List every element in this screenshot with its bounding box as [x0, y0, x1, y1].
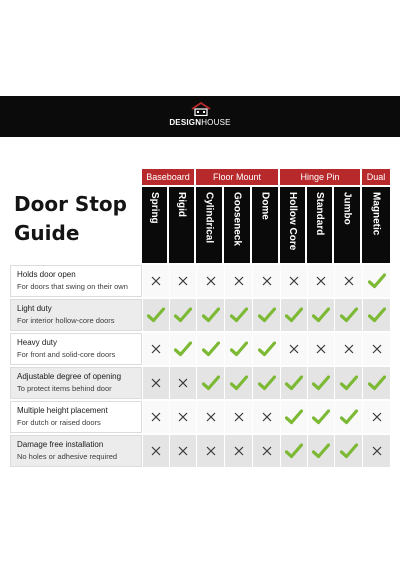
table-cell — [307, 367, 334, 399]
table-row — [10, 333, 390, 365]
table-cell — [252, 299, 280, 331]
column-header-spring — [142, 187, 167, 263]
table-cell — [334, 435, 362, 467]
comparison-table — [10, 265, 390, 467]
table-cell — [169, 299, 196, 331]
check-icon — [230, 308, 248, 323]
table-cell — [334, 265, 362, 297]
table-cell — [362, 367, 390, 399]
check-icon — [312, 376, 330, 391]
x-icon — [372, 412, 382, 422]
column-label: Jumbo — [341, 192, 353, 225]
feature-description: To protect items behind door — [17, 384, 112, 393]
table-cell — [280, 367, 307, 399]
x-icon — [234, 412, 244, 422]
table-cell — [307, 401, 334, 433]
check-icon — [340, 410, 358, 425]
column-header-magnetic — [362, 187, 390, 263]
table-cell — [196, 333, 224, 365]
x-icon — [151, 344, 161, 354]
x-icon — [372, 344, 382, 354]
title-line-2: Guide — [14, 221, 80, 245]
column-header-rigid — [169, 187, 194, 263]
group-header-floor-mount: Floor Mount — [196, 169, 278, 185]
page-title — [14, 190, 144, 248]
title-line-1: Door Stop — [14, 192, 127, 216]
check-icon — [312, 444, 330, 459]
check-icon — [368, 274, 386, 289]
table-cell — [196, 401, 224, 433]
table-cell — [196, 299, 224, 331]
check-icon — [312, 410, 330, 425]
table-cell — [280, 401, 307, 433]
check-icon — [230, 342, 248, 357]
x-icon — [178, 378, 188, 388]
x-icon — [178, 446, 188, 456]
x-icon — [344, 276, 354, 286]
check-icon — [285, 376, 303, 391]
table-cell — [280, 265, 307, 297]
check-icon — [340, 308, 358, 323]
table-cell — [224, 435, 252, 467]
table-cell — [224, 299, 252, 331]
table-cell — [362, 299, 390, 331]
row-label — [10, 299, 142, 331]
column-label: Hollow Core — [287, 192, 298, 251]
table-cell — [307, 265, 334, 297]
x-icon — [151, 446, 161, 456]
x-icon — [316, 276, 326, 286]
table-cell — [224, 265, 252, 297]
table-row — [10, 367, 390, 399]
table-cell — [224, 333, 252, 365]
table-cell — [307, 333, 334, 365]
x-icon — [289, 276, 299, 286]
group-header-baseboard: Baseboard — [142, 169, 194, 185]
row-label — [10, 333, 142, 365]
table-cell — [224, 367, 252, 399]
x-icon — [289, 344, 299, 354]
x-icon — [151, 378, 161, 388]
table-cell — [142, 299, 169, 331]
table-cell — [334, 367, 362, 399]
table-cell — [169, 435, 196, 467]
column-header-cylindrical — [196, 187, 222, 263]
row-label — [10, 367, 142, 399]
table-cell — [169, 265, 196, 297]
table-row — [10, 435, 390, 467]
table-cell — [196, 265, 224, 297]
table-cell — [307, 435, 334, 467]
table-cell — [362, 265, 390, 297]
x-icon — [372, 446, 382, 456]
x-icon — [206, 446, 216, 456]
table-cell — [142, 333, 169, 365]
x-icon — [151, 412, 161, 422]
x-icon — [262, 412, 272, 422]
feature-title: Multiple height placement — [17, 406, 108, 415]
check-icon — [202, 308, 220, 323]
feature-title: Light duty — [17, 304, 52, 313]
check-icon — [147, 308, 165, 323]
column-label: Rigid — [176, 192, 187, 217]
x-icon — [206, 276, 216, 286]
feature-title: Holds door open — [17, 270, 76, 279]
feature-description: For dutch or raised doors — [17, 418, 101, 427]
table-cell — [362, 333, 390, 365]
check-icon — [174, 342, 192, 357]
house-logo-icon — [191, 102, 211, 116]
table-cell — [169, 367, 196, 399]
row-label — [10, 401, 142, 433]
check-icon — [285, 410, 303, 425]
table-cell — [142, 401, 169, 433]
group-header-dual: Dual — [362, 169, 390, 185]
table-cell — [252, 401, 280, 433]
check-icon — [258, 342, 276, 357]
brand-name — [0, 118, 400, 127]
row-label — [10, 435, 142, 467]
check-icon — [202, 376, 220, 391]
table-cell — [280, 299, 307, 331]
table-cell — [142, 435, 169, 467]
brand-name-thin: HOUSE — [201, 118, 231, 127]
table-cell — [142, 265, 169, 297]
x-icon — [206, 412, 216, 422]
brand-name-bold: DESIGN — [169, 118, 202, 127]
column-label: Spring — [149, 192, 160, 224]
row-label — [10, 265, 142, 297]
column-label: Gooseneck — [231, 192, 243, 246]
feature-title: Adjustable degree of opening — [17, 372, 122, 381]
check-icon — [312, 308, 330, 323]
brand-banner — [0, 96, 400, 137]
table-row — [10, 265, 390, 297]
feature-description: For interior hollow-core doors — [17, 316, 115, 325]
check-icon — [340, 376, 358, 391]
table-cell — [196, 367, 224, 399]
table-row — [10, 401, 390, 433]
table-cell — [169, 401, 196, 433]
x-icon — [234, 446, 244, 456]
x-icon — [262, 276, 272, 286]
table-cell — [334, 299, 362, 331]
column-label: Cylindrical — [203, 192, 215, 244]
table-cell — [142, 367, 169, 399]
feature-description: For doors that swing on their own — [17, 282, 128, 291]
x-icon — [178, 276, 188, 286]
column-header-dome — [252, 187, 278, 263]
table-cell — [362, 435, 390, 467]
table-cell — [252, 333, 280, 365]
x-icon — [344, 344, 354, 354]
check-icon — [258, 308, 276, 323]
table-cell — [196, 435, 224, 467]
table-cell — [169, 333, 196, 365]
x-icon — [234, 276, 244, 286]
x-icon — [316, 344, 326, 354]
check-icon — [285, 308, 303, 323]
feature-title: Heavy duty — [17, 338, 58, 347]
group-header-hinge-pin: Hinge Pin — [280, 169, 360, 185]
table-cell — [224, 401, 252, 433]
check-icon — [368, 308, 386, 323]
table-cell — [280, 333, 307, 365]
table-cell — [252, 265, 280, 297]
table-cell — [334, 401, 362, 433]
check-icon — [340, 444, 358, 459]
x-icon — [178, 412, 188, 422]
column-label: Standard — [314, 192, 325, 236]
check-icon — [174, 308, 192, 323]
check-icon — [258, 376, 276, 391]
column-header-hollow-core — [280, 187, 305, 263]
check-icon — [230, 376, 248, 391]
table-cell — [334, 333, 362, 365]
table-row — [10, 299, 390, 331]
check-icon — [285, 444, 303, 459]
column-header-standard — [307, 187, 332, 263]
table-cell — [362, 401, 390, 433]
feature-description: For front and solid-core doors — [17, 350, 116, 359]
check-icon — [202, 342, 220, 357]
column-label: Dome — [259, 192, 271, 220]
x-icon — [151, 276, 161, 286]
designhouse-logo — [0, 96, 400, 137]
x-icon — [262, 446, 272, 456]
feature-description: No holes or adhesive required — [17, 452, 118, 461]
column-label: Magnetic — [370, 192, 382, 236]
table-cell — [252, 435, 280, 467]
check-icon — [368, 376, 386, 391]
feature-title: Damage free installation — [17, 440, 104, 449]
table-cell — [280, 435, 307, 467]
column-header-gooseneck — [224, 187, 250, 263]
table-cell — [252, 367, 280, 399]
column-header-jumbo — [334, 187, 360, 263]
table-cell — [307, 299, 334, 331]
